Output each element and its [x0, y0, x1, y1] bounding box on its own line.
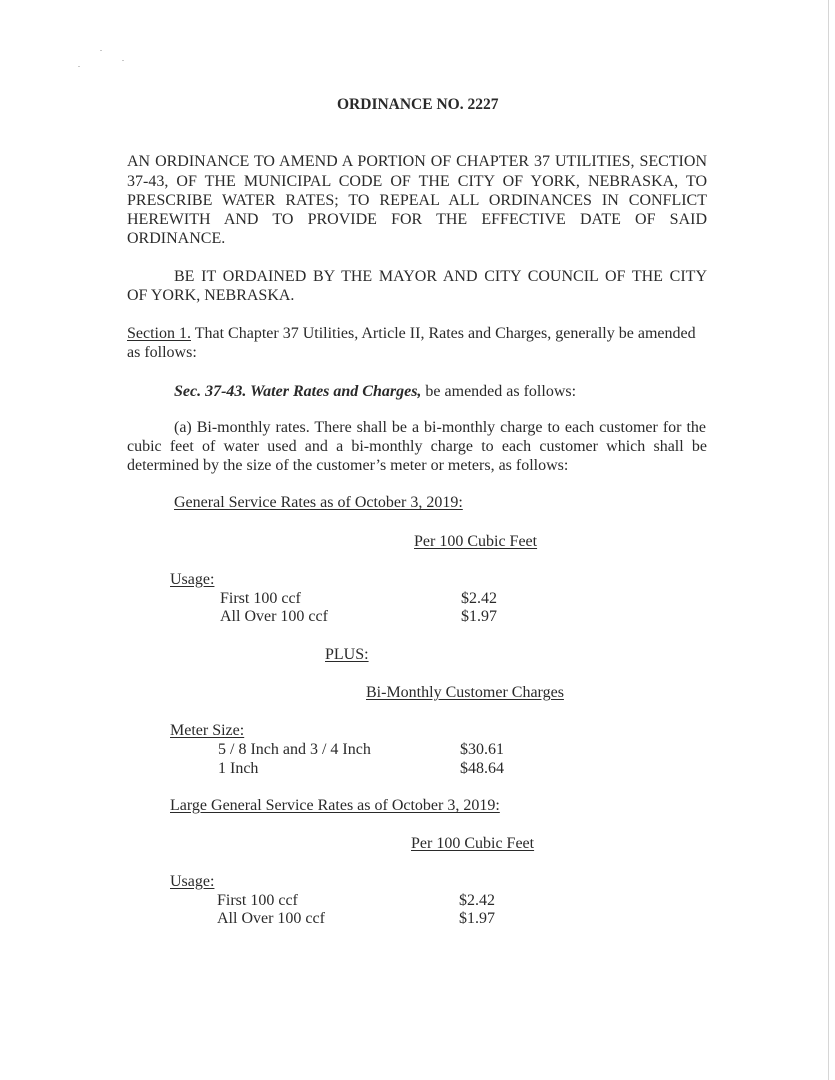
rate-label: All Over 100 ccf	[217, 910, 325, 927]
preamble-line: HEREWITH AND TO PROVIDE FOR THE EFFECTIVE DATE OF SAID	[127, 211, 707, 228]
ordained-line: BE IT ORDAINED BY THE MAYOR AND CITY COUNCIL OF THE CITY	[174, 268, 707, 285]
customer-col-header: Bi-Monthly Customer Charges	[366, 684, 564, 701]
para-a-line: determined by the size of the customer’s meter or meters, as follows:	[127, 457, 569, 474]
ordained-line: OF YORK, NEBRASKA.	[127, 287, 295, 304]
section1-label: Section 1.	[127, 325, 191, 342]
rate-value: $2.42	[459, 892, 495, 909]
rate-label: All Over 100 ccf	[220, 608, 328, 625]
preamble-line: PRESCRIBE WATER RATES; TO REPEAL ALL ORDINANCES IN CONFLICT	[127, 192, 707, 209]
sec-heading-italic: Sec. 37-43. Water Rates and Charges,	[174, 383, 422, 400]
rate-value: $2.42	[461, 590, 497, 607]
meter-value: $30.61	[460, 741, 504, 758]
preamble-line: AN ORDINANCE TO AMEND A PORTION OF CHAPTER 37 UTILITIES, SECTION	[127, 153, 707, 170]
para-a-line: cubic feet of water used and a bi-monthly charge to each customer which shall be	[127, 438, 707, 455]
rate-label: First 100 ccf	[217, 892, 298, 909]
large-heading: Large General Service Rates as of October 3, 2019:	[170, 797, 500, 814]
preamble-line: 37-43, OF THE MUNICIPAL CODE OF THE CITY OF YORK, NEBRASKA, TO	[127, 173, 707, 190]
large-usage-label: Usage:	[170, 873, 215, 890]
meter-label: 5 / 8 Inch and 3 / 4 Inch	[218, 741, 371, 758]
para-a-line: (a) Bi-monthly rates. There shall be a bi-monthly charge to each customer for the	[174, 419, 706, 436]
sec-heading-rest: be amended as follows:	[425, 383, 577, 400]
ordinance-title: ORDINANCE NO. 2227	[337, 96, 499, 113]
rate-value: $1.97	[459, 910, 495, 927]
section1-text: That Chapter 37 Utilities, Article II, Rates and Charges, generally be amended	[194, 325, 696, 342]
general-usage-label: Usage:	[170, 571, 215, 588]
section1-line1	[127, 324, 696, 343]
scan-speck	[100, 50, 102, 51]
scan-speck	[78, 66, 80, 67]
meter-value: $48.64	[460, 760, 504, 777]
general-col-header: Per 100 Cubic Feet	[414, 533, 538, 550]
section1-line2: as follows:	[127, 344, 197, 361]
meter-size-label: Meter Size:	[170, 722, 245, 739]
page-edge	[828, 0, 829, 1080]
general-heading: General Service Rates as of October 3, 2019:	[174, 494, 463, 511]
rate-value: $1.97	[461, 608, 497, 625]
meter-label: 1 Inch	[218, 760, 259, 777]
sec-heading	[174, 382, 576, 401]
large-col-header: Per 100 Cubic Feet	[411, 835, 535, 852]
preamble-line: ORDINANCE.	[127, 230, 226, 247]
rate-label: First 100 ccf	[220, 590, 301, 607]
plus-label: PLUS:	[325, 646, 369, 663]
scan-speck	[122, 60, 124, 61]
